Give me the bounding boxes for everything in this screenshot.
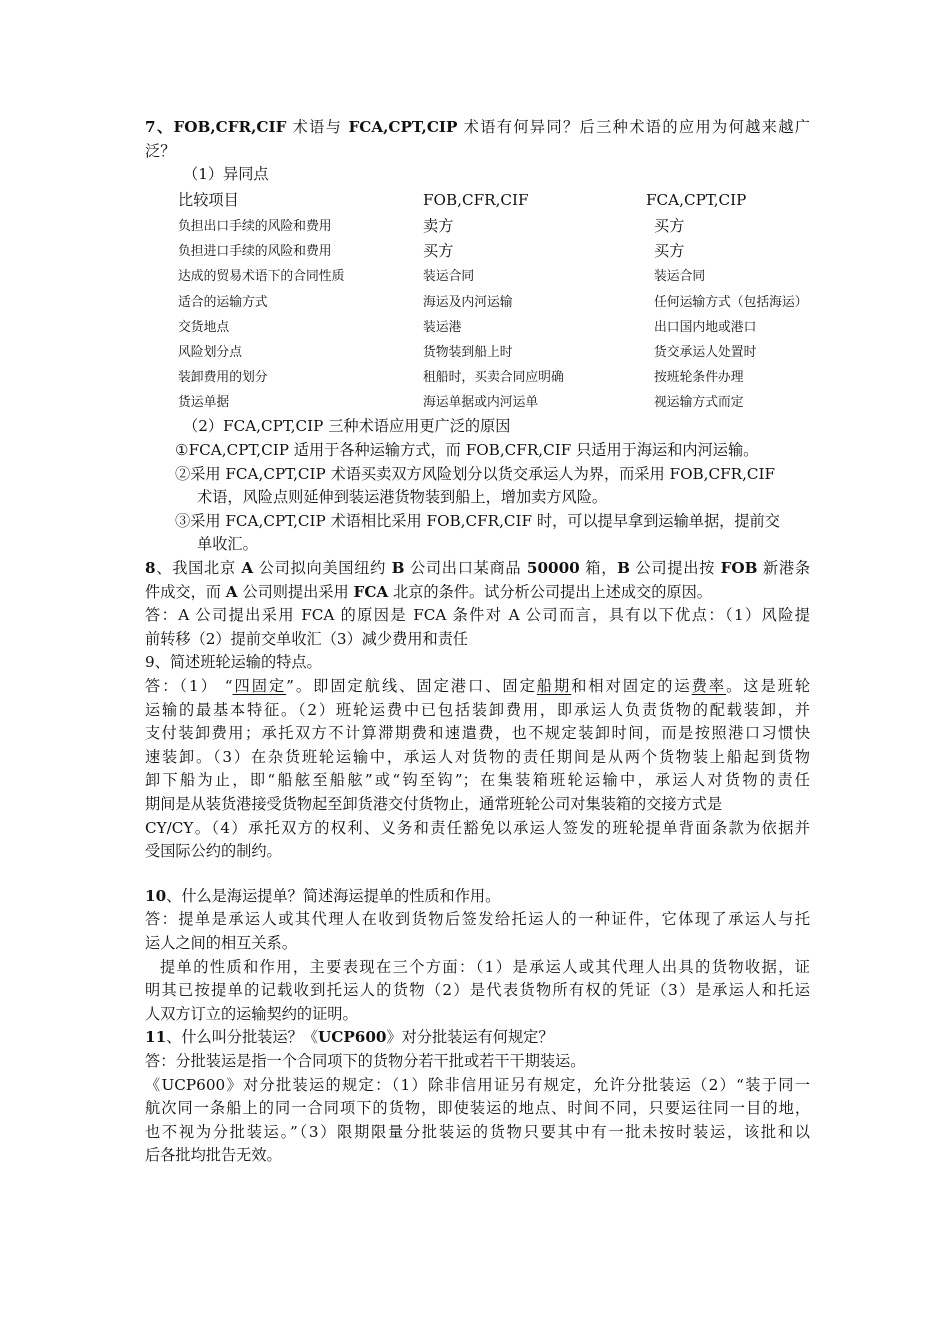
table-header-cell: 比较项目 (178, 190, 239, 209)
q8-question-line1: 8、我国北京 A 公司拟向美国纽约 B 公司出口某商品 50000 箱，B 公司提出按 FOB 新港条 (145, 559, 811, 578)
q9-answer-line3: 支付装卸费用；承托双方不计算滞期费和速遣费，也不规定装卸时间，而是按照港口习惯快 (145, 724, 810, 743)
table-cell: 达成的贸易术语下的合同性质 (178, 269, 345, 285)
table-header-cell: FCA,CPT,CIP (646, 190, 747, 209)
q11-answer-line5: 后各批均批告无效。 (145, 1146, 282, 1165)
q9-answer-line8: 受国际公约的制约。 (145, 842, 282, 861)
table-cell: 海运单据或内河运单 (423, 395, 539, 411)
table-cell: 海运及内河运输 (423, 294, 513, 310)
table-row (178, 264, 810, 289)
q9-answer-line4: 速装卸。（3）在杂货班轮运输中，承运人对货物的责任期间是从两个货物装上船起到货物 (145, 747, 810, 766)
table-cell: 买方 (423, 242, 454, 261)
table-cell: 风险划分点 (178, 344, 242, 360)
table-cell: 买方 (654, 216, 685, 235)
table-header-cell: FOB,CFR,CIF (423, 190, 529, 209)
table-cell: 装运合同 (423, 269, 475, 285)
table-row (178, 365, 810, 390)
q8-answer-line1: 答：A 公司提出采用 FCA 的原因是 FCA 条件对 A 公司而言，具有以下优点：（1）风险提 (145, 606, 810, 625)
q11-answer-line4: 也不视为分批装运。”（3）限期限量分批装运的货物只要其中有一批未按时装运，该批和以 (145, 1122, 810, 1141)
table-row (178, 340, 810, 365)
q7-title-line1: 7、FOB,CFR,CIF 术语与 FCA,CPT,CIP 术语有何异同？后三种术语的应用为何越来越广 (145, 118, 810, 136)
table-cell: 交货地点 (178, 319, 230, 335)
table-cell: 视运输方式而定 (654, 395, 744, 411)
paragraph-gap (145, 864, 810, 885)
q10-answer-line1: 答：提单是承运人或其代理人在收到货物后签发给托运人的一种证件，它体现了承运人与托 (145, 910, 810, 929)
table-row (178, 315, 810, 340)
q7-point-3a: ③采用 FCA,CPT,CIP 术语相比采用 FOB,CFR,CIF 时，可以提早拿到运输单据，提前交 (175, 511, 780, 530)
table-cell: 装运合同 (654, 269, 706, 285)
q9-answer-line6: 期间是从装货港接受货物起至卸货港交付货物止，通常班轮公司对集装箱的交接方式是 (145, 794, 723, 813)
q9-answer-line1: 答：（1） “四固定”。即固定航线、固定港口、固定船期和相对固定的运费率。这是班轮 (145, 677, 811, 695)
table-row (178, 390, 810, 415)
table-cell: 租船时，买卖合同应明确 (423, 370, 564, 386)
table-cell: 卖方 (423, 216, 454, 235)
q10-answer-line5: 人双方订立的运输契约的证明。 (145, 1004, 358, 1023)
q9-question: 9、简述班轮运输的特点。 (145, 653, 322, 672)
comparison-table (178, 189, 810, 416)
table-cell: 任何运输方式（包括海运） (654, 294, 808, 310)
q7-subheading-1: （1）异同点 (183, 165, 269, 184)
q9-answer-line7: CY/CY。（4）承托双方的权利、义务和责任豁免以承运人签发的班轮提单背面条款为依据并 (145, 818, 810, 837)
table-cell: 出口国内地或港口 (654, 319, 757, 335)
q11-answer-line2: 《UCP600》对分批装运的规定：（1）除非信用证另有规定，允许分批装运（2）“装于同一 (145, 1075, 810, 1094)
q10-answer-line2: 运人之间的相互关系。 (145, 933, 297, 952)
q10-answer-line4: 明其已按提单的记载收到托运人的货物（2）是代表货物所有权的凭证（3）是承运人和托运 (145, 981, 810, 1000)
table-row (178, 214, 810, 239)
document-page (145, 116, 810, 1168)
table-cell: 买方 (654, 242, 685, 261)
q7-point-2a: ②采用 FCA,CPT,CIP 术语买卖双方风险划分以货交承运人为界，而采用 FOB,CFR,CIF (175, 464, 776, 483)
q7-subheading-2: （2）FCA,CPT,CIP 三种术语应用更广泛的原因 (183, 417, 511, 436)
table-cell: 装卸费用的划分 (178, 370, 268, 386)
q11-answer-line3: 航次同一条船上的同一合同项下的货物，即使装运的地点、时间不同，只要运往同一目的地， (145, 1099, 810, 1118)
table-cell: 货运单据 (178, 395, 230, 411)
q9-answer-line2: 运输的最基本特征。（2）班轮运费中已包括装卸费用，即承运人负责货物的配载装卸，并 (145, 700, 810, 719)
q10-question: 10、什么是海运提单？简述海运提单的性质和作用。 (145, 886, 501, 905)
table-header-row (178, 189, 810, 214)
q8-answer-line2: 前转移（2）提前交单收汇（3）减少费用和责任 (145, 629, 469, 648)
table-cell: 货交承运人处置时 (654, 344, 757, 360)
q10-answer-line3: 提单的性质和作用，主要表现在三个方面：（1）是承运人或其代理人出具的货物收据，证 (160, 957, 810, 976)
table-row (178, 290, 810, 315)
q9-answer-line5: 卸下船为止，即“船舷至船舷”或“钩至钩”；在集装箱班轮运输中，承运人对货物的责任 (145, 771, 810, 790)
table-cell: 负担进口手续的风险和费用 (178, 244, 332, 260)
table-cell: 装运港 (423, 319, 462, 335)
q7-point-3b: 单收汇。 (197, 535, 258, 554)
table-cell: 负担出口手续的风险和费用 (178, 218, 332, 234)
q11-answer-line1: 答：分批装运是指一个合同项下的货物分若干批或若干干期装运。 (145, 1051, 586, 1070)
table-cell: 按班轮条件办理 (654, 370, 744, 386)
table-row (178, 239, 810, 264)
q7-point-2b: 术语，风险点则延伸到装运港货物装到船上，增加卖方风险。 (197, 488, 608, 507)
table-cell: 适合的运输方式 (178, 294, 268, 310)
q11-question: 11、什么叫分批装运？《UCP600》对分批装运有何规定？ (145, 1028, 554, 1047)
q7-point-1: ①FCA,CPT,CIP 适用于各种运输方式，而 FOB,CFR,CIF 只适用于海运和内河运输。 (175, 441, 759, 460)
q7-title-line2: 泛？ (145, 141, 176, 160)
q8-question-line2: 件成交，而 A 公司则提出采用 FCA 北京的条件。试分析公司提出上述成交的原因。 (145, 582, 712, 601)
table-cell: 货物装到船上时 (423, 344, 513, 360)
